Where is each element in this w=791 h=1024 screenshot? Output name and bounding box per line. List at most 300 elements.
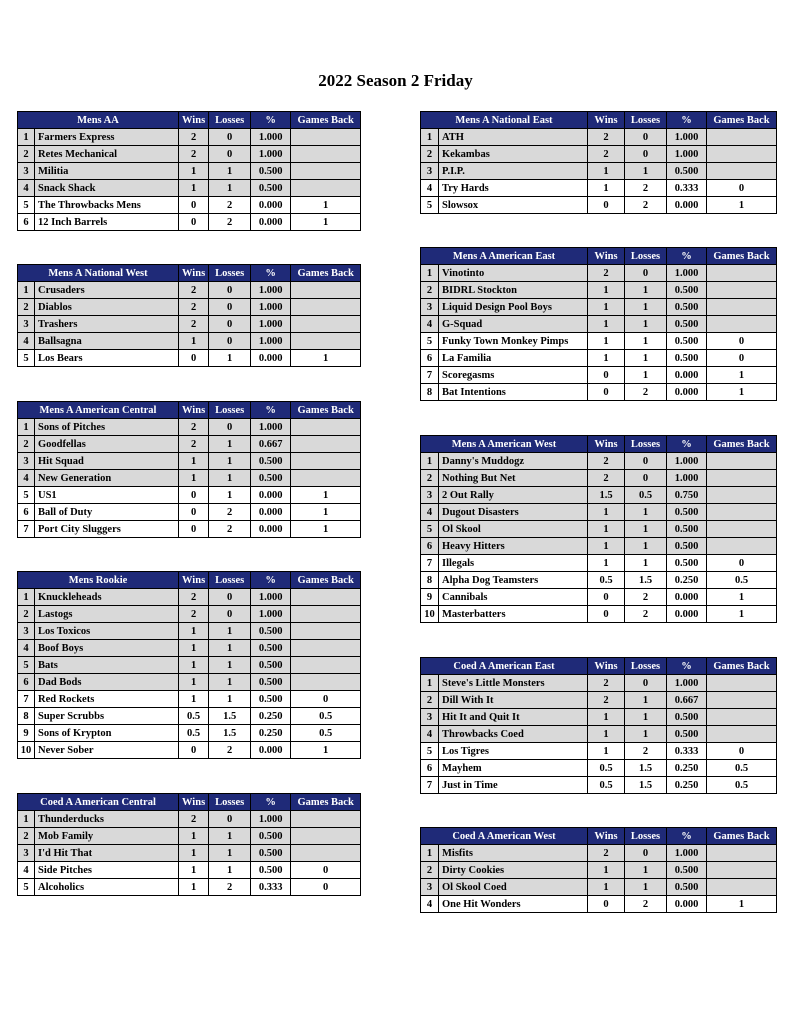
- team-name: Los Toxicos: [35, 623, 179, 640]
- losses-value: 1: [625, 709, 667, 726]
- pct-header: %: [667, 828, 707, 845]
- pct-header: %: [251, 402, 291, 419]
- team-name: Danny's Muddogz: [439, 453, 588, 470]
- games-back-value: [707, 470, 777, 487]
- wins-value: 0.5: [588, 760, 625, 777]
- wins-header: Wins: [588, 828, 625, 845]
- team-row: [18, 674, 361, 691]
- losses-value: 2: [209, 214, 251, 231]
- team-name: Dugout Disasters: [439, 504, 588, 521]
- team-rank: 4: [18, 640, 35, 657]
- games-back-value: [291, 845, 361, 862]
- team-row: [421, 265, 777, 282]
- team-row: [421, 845, 777, 862]
- team-rank: 1: [421, 265, 439, 282]
- division-name: Mens A National West: [18, 265, 179, 282]
- wins-value: 1: [179, 453, 209, 470]
- pct-value: 1.000: [251, 129, 291, 146]
- wins-value: 1: [588, 538, 625, 555]
- team-rank: 3: [421, 879, 439, 896]
- team-row: [18, 657, 361, 674]
- losses-value: 1: [625, 538, 667, 555]
- games-back-value: 1: [707, 589, 777, 606]
- wins-value: 1: [179, 640, 209, 657]
- losses-value: 2: [209, 197, 251, 214]
- page-title: 2022 Season 2 Friday: [318, 71, 473, 90]
- team-rank: 2: [421, 692, 439, 709]
- wins-value: 1: [179, 674, 209, 691]
- games-back-header: Games Back: [707, 436, 777, 453]
- wins-value: 1: [588, 709, 625, 726]
- games-back-value: [707, 845, 777, 862]
- team-name: Heavy Hitters: [439, 538, 588, 555]
- games-back-value: 0.5: [707, 760, 777, 777]
- losses-value: 1.5: [209, 708, 251, 725]
- team-row: [421, 487, 777, 504]
- pct-value: 0.667: [251, 436, 291, 453]
- team-rank: 3: [421, 163, 439, 180]
- wins-value: 1: [588, 862, 625, 879]
- team-name: Sons of Krypton: [35, 725, 179, 742]
- team-name: 12 Inch Barrels: [35, 214, 179, 231]
- team-row: [18, 163, 361, 180]
- team-row: [18, 470, 361, 487]
- pct-value: 1.000: [251, 419, 291, 436]
- team-rank: 3: [421, 709, 439, 726]
- team-rank: 2: [18, 146, 35, 163]
- team-name: Militia: [35, 163, 179, 180]
- team-rank: 3: [18, 453, 35, 470]
- wins-value: 0: [179, 350, 209, 367]
- wins-value: 0.5: [179, 725, 209, 742]
- wins-value: 1: [179, 879, 209, 896]
- games-back-header: Games Back: [291, 265, 361, 282]
- team-name: Side Pitches: [35, 862, 179, 879]
- team-row: [18, 879, 361, 896]
- pct-value: 1.000: [667, 265, 707, 282]
- team-rank: 5: [421, 743, 439, 760]
- team-rank: 7: [18, 521, 35, 538]
- team-name: I'd Hit That: [35, 845, 179, 862]
- losses-value: 1: [209, 640, 251, 657]
- losses-value: 0: [625, 129, 667, 146]
- wins-value: 1: [588, 555, 625, 572]
- wins-value: 1: [179, 691, 209, 708]
- wins-value: 2: [588, 470, 625, 487]
- team-name: Never Sober: [35, 742, 179, 759]
- pct-value: 0.250: [667, 572, 707, 589]
- team-row: [18, 640, 361, 657]
- losses-value: 2: [625, 384, 667, 401]
- games-back-value: [291, 146, 361, 163]
- pct-value: 1.000: [667, 675, 707, 692]
- pct-value: 0.000: [667, 896, 707, 913]
- pct-value: 0.500: [251, 657, 291, 674]
- wins-header: Wins: [179, 572, 209, 589]
- games-back-value: [707, 487, 777, 504]
- pct-value: 0.500: [667, 316, 707, 333]
- team-row: [421, 316, 777, 333]
- pct-value: 1.000: [251, 299, 291, 316]
- losses-value: 1: [209, 845, 251, 862]
- games-back-value: 1: [707, 367, 777, 384]
- team-row: [18, 197, 361, 214]
- wins-value: 0.5: [588, 777, 625, 794]
- wins-value: 2: [179, 589, 209, 606]
- pct-value: 1.000: [667, 129, 707, 146]
- pct-value: 0.500: [667, 709, 707, 726]
- wins-value: 1: [588, 299, 625, 316]
- pct-value: 0.500: [667, 555, 707, 572]
- team-name: La Familia: [439, 350, 588, 367]
- wins-header: Wins: [179, 794, 209, 811]
- team-rank: 2: [421, 470, 439, 487]
- division-header-row: [18, 402, 361, 419]
- pct-value: 0.667: [667, 692, 707, 709]
- team-row: [18, 606, 361, 623]
- wins-value: 0.5: [179, 708, 209, 725]
- team-name: Sons of Pitches: [35, 419, 179, 436]
- losses-value: 1: [209, 163, 251, 180]
- wins-header: Wins: [179, 265, 209, 282]
- losses-value: 0: [209, 333, 251, 350]
- team-rank: 2: [421, 862, 439, 879]
- losses-value: 0: [209, 129, 251, 146]
- pct-value: 1.000: [251, 333, 291, 350]
- team-name: Ol Skool: [439, 521, 588, 538]
- team-row: [18, 299, 361, 316]
- wins-value: 0: [179, 742, 209, 759]
- team-row: [18, 129, 361, 146]
- team-rank: 3: [421, 299, 439, 316]
- pct-value: 0.333: [667, 743, 707, 760]
- wins-value: 1: [588, 282, 625, 299]
- team-name: Steve's Little Monsters: [439, 675, 588, 692]
- wins-value: 0: [179, 197, 209, 214]
- team-name: Ol Skool Coed: [439, 879, 588, 896]
- team-rank: 6: [421, 538, 439, 555]
- losses-value: 2: [625, 896, 667, 913]
- team-row: [18, 589, 361, 606]
- pct-value: 0.750: [667, 487, 707, 504]
- losses-value: 2: [625, 743, 667, 760]
- pct-value: 0.500: [251, 163, 291, 180]
- division-table: [17, 571, 361, 759]
- losses-header: Losses: [209, 794, 251, 811]
- team-row: [18, 419, 361, 436]
- team-rank: 1: [18, 589, 35, 606]
- games-back-value: [707, 316, 777, 333]
- losses-header: Losses: [625, 112, 667, 129]
- games-back-value: [707, 146, 777, 163]
- games-back-value: [707, 521, 777, 538]
- division-name: Mens AA: [18, 112, 179, 129]
- pct-value: 0.000: [251, 350, 291, 367]
- games-back-value: 1: [707, 384, 777, 401]
- games-back-value: [291, 811, 361, 828]
- losses-header: Losses: [209, 402, 251, 419]
- team-row: [18, 623, 361, 640]
- wins-value: 0: [588, 606, 625, 623]
- games-back-value: 1: [707, 606, 777, 623]
- losses-header: Losses: [625, 828, 667, 845]
- team-name: Liquid Design Pool Boys: [439, 299, 588, 316]
- team-rank: 2: [18, 606, 35, 623]
- team-row: [18, 146, 361, 163]
- team-name: Goodfellas: [35, 436, 179, 453]
- losses-value: 1: [209, 623, 251, 640]
- division-table: [17, 401, 361, 538]
- team-row: [18, 436, 361, 453]
- wins-value: 2: [588, 265, 625, 282]
- games-back-header: Games Back: [707, 248, 777, 265]
- team-rank: 2: [18, 828, 35, 845]
- wins-value: 0: [588, 197, 625, 214]
- wins-value: 2: [179, 436, 209, 453]
- losses-value: 1: [625, 350, 667, 367]
- games-back-value: [291, 453, 361, 470]
- games-back-value: [707, 129, 777, 146]
- pct-value: 1.000: [667, 470, 707, 487]
- team-name: Bat Intentions: [439, 384, 588, 401]
- division-table: [17, 111, 361, 231]
- team-rank: 1: [421, 845, 439, 862]
- wins-value: 1: [179, 333, 209, 350]
- pct-value: 0.500: [251, 453, 291, 470]
- wins-value: 1: [588, 726, 625, 743]
- wins-header: Wins: [588, 112, 625, 129]
- losses-value: 0: [209, 299, 251, 316]
- team-rank: 7: [421, 367, 439, 384]
- wins-value: 1: [588, 333, 625, 350]
- team-row: [421, 589, 777, 606]
- wins-header: Wins: [588, 248, 625, 265]
- losses-value: 2: [209, 504, 251, 521]
- pct-value: 0.500: [251, 845, 291, 862]
- team-row: [18, 742, 361, 759]
- team-name: New Generation: [35, 470, 179, 487]
- pct-value: 1.000: [251, 282, 291, 299]
- losses-value: 2: [625, 589, 667, 606]
- team-rank: 6: [18, 214, 35, 231]
- games-back-value: 0: [707, 555, 777, 572]
- games-back-value: [291, 674, 361, 691]
- team-rank: 5: [421, 197, 439, 214]
- games-back-value: 1: [291, 742, 361, 759]
- pct-value: 0.500: [667, 350, 707, 367]
- wins-value: 1.5: [588, 487, 625, 504]
- losses-value: 0: [209, 146, 251, 163]
- pct-value: 0.250: [667, 777, 707, 794]
- team-name: Misfits: [439, 845, 588, 862]
- games-back-value: 0.5: [291, 708, 361, 725]
- losses-value: 0: [625, 146, 667, 163]
- wins-value: 2: [588, 129, 625, 146]
- team-rank: 8: [18, 708, 35, 725]
- games-back-value: [707, 675, 777, 692]
- games-back-value: 0.5: [707, 572, 777, 589]
- team-name: Alpha Dog Teamsters: [439, 572, 588, 589]
- team-row: [18, 521, 361, 538]
- division-name: Coed A American East: [421, 658, 588, 675]
- division-name: Mens A American Central: [18, 402, 179, 419]
- games-back-value: [291, 828, 361, 845]
- team-name: Los Bears: [35, 350, 179, 367]
- team-name: Port City Sluggers: [35, 521, 179, 538]
- division-header-row: [421, 828, 777, 845]
- pct-value: 0.000: [251, 214, 291, 231]
- losses-value: 0: [209, 419, 251, 436]
- games-back-value: 0.5: [291, 725, 361, 742]
- losses-value: 0: [625, 265, 667, 282]
- games-back-value: [291, 299, 361, 316]
- wins-value: 1: [588, 521, 625, 538]
- games-back-value: [291, 657, 361, 674]
- wins-value: 2: [588, 675, 625, 692]
- losses-value: 1: [625, 333, 667, 350]
- team-name: P.I.P.: [439, 163, 588, 180]
- losses-value: 0: [209, 811, 251, 828]
- games-back-value: 1: [707, 896, 777, 913]
- team-name: Mob Family: [35, 828, 179, 845]
- team-rank: 2: [18, 299, 35, 316]
- team-name: Slowsox: [439, 197, 588, 214]
- division-table: [420, 657, 777, 794]
- team-rank: 6: [18, 674, 35, 691]
- losses-value: 1: [625, 367, 667, 384]
- team-rank: 3: [18, 316, 35, 333]
- team-row: [18, 453, 361, 470]
- games-back-value: 1: [291, 487, 361, 504]
- losses-value: 1: [625, 504, 667, 521]
- team-rank: 9: [18, 725, 35, 742]
- pct-value: 0.250: [251, 725, 291, 742]
- team-row: [18, 811, 361, 828]
- wins-value: 0: [179, 504, 209, 521]
- games-back-value: [707, 692, 777, 709]
- team-row: [18, 316, 361, 333]
- pct-value: 0.500: [667, 862, 707, 879]
- wins-value: 2: [179, 129, 209, 146]
- wins-value: 1: [179, 470, 209, 487]
- wins-value: 0: [179, 214, 209, 231]
- team-name: Ballsagna: [35, 333, 179, 350]
- pct-value: 0.500: [667, 282, 707, 299]
- team-row: [421, 350, 777, 367]
- pct-value: 0.000: [251, 742, 291, 759]
- losses-value: 0: [209, 316, 251, 333]
- pct-value: 0.250: [251, 708, 291, 725]
- games-back-value: 0: [707, 743, 777, 760]
- team-name: Farmers Express: [35, 129, 179, 146]
- losses-value: 2: [625, 606, 667, 623]
- team-name: Vinotinto: [439, 265, 588, 282]
- team-rank: 4: [18, 333, 35, 350]
- losses-value: 1: [625, 555, 667, 572]
- team-row: [421, 572, 777, 589]
- division-header-row: [18, 794, 361, 811]
- team-row: [421, 299, 777, 316]
- division-header-row: [421, 248, 777, 265]
- pct-value: 0.333: [667, 180, 707, 197]
- losses-value: 1: [625, 299, 667, 316]
- wins-value: 2: [588, 845, 625, 862]
- team-row: [421, 282, 777, 299]
- games-back-value: 1: [291, 521, 361, 538]
- losses-value: 1: [209, 657, 251, 674]
- losses-value: 1: [625, 521, 667, 538]
- team-row: [18, 180, 361, 197]
- team-rank: 5: [18, 350, 35, 367]
- games-back-value: 0: [291, 879, 361, 896]
- wins-value: 2: [179, 282, 209, 299]
- pct-header: %: [251, 112, 291, 129]
- losses-value: 1: [209, 691, 251, 708]
- division-table: [420, 247, 777, 401]
- wins-value: 1: [179, 845, 209, 862]
- team-row: [421, 470, 777, 487]
- team-name: One Hit Wonders: [439, 896, 588, 913]
- team-rank: 3: [18, 163, 35, 180]
- team-name: Thunderducks: [35, 811, 179, 828]
- team-rank: 5: [18, 487, 35, 504]
- team-rank: 1: [421, 675, 439, 692]
- games-back-value: [291, 316, 361, 333]
- wins-value: 1: [588, 316, 625, 333]
- wins-value: 1: [179, 623, 209, 640]
- team-rank: 4: [18, 470, 35, 487]
- games-back-value: [291, 589, 361, 606]
- team-name: Kekambas: [439, 146, 588, 163]
- losses-value: 2: [209, 879, 251, 896]
- games-back-value: [707, 538, 777, 555]
- team-rank: 1: [18, 129, 35, 146]
- team-row: [421, 879, 777, 896]
- team-rank: 4: [421, 896, 439, 913]
- games-back-header: Games Back: [707, 112, 777, 129]
- pct-value: 0.000: [251, 504, 291, 521]
- games-back-header: Games Back: [707, 658, 777, 675]
- team-row: [421, 760, 777, 777]
- pct-value: 0.500: [251, 691, 291, 708]
- team-name: Try Hards: [439, 180, 588, 197]
- wins-header: Wins: [179, 402, 209, 419]
- team-rank: 5: [18, 879, 35, 896]
- team-row: [421, 521, 777, 538]
- team-rank: 5: [421, 521, 439, 538]
- wins-value: 2: [179, 316, 209, 333]
- team-name: G-Squad: [439, 316, 588, 333]
- team-rank: 1: [18, 419, 35, 436]
- losses-value: 0: [625, 675, 667, 692]
- wins-value: 2: [588, 146, 625, 163]
- division-header-row: [18, 572, 361, 589]
- games-back-value: [707, 163, 777, 180]
- team-name: Dill With It: [439, 692, 588, 709]
- games-back-value: [291, 163, 361, 180]
- wins-value: 1: [588, 504, 625, 521]
- team-name: US1: [35, 487, 179, 504]
- losses-value: 0.5: [625, 487, 667, 504]
- division-name: Mens A American East: [421, 248, 588, 265]
- games-back-value: [707, 265, 777, 282]
- pct-value: 0.000: [667, 197, 707, 214]
- pct-value: 1.000: [667, 845, 707, 862]
- pct-header: %: [251, 572, 291, 589]
- pct-value: 0.500: [667, 163, 707, 180]
- games-back-value: [291, 180, 361, 197]
- games-back-value: [291, 129, 361, 146]
